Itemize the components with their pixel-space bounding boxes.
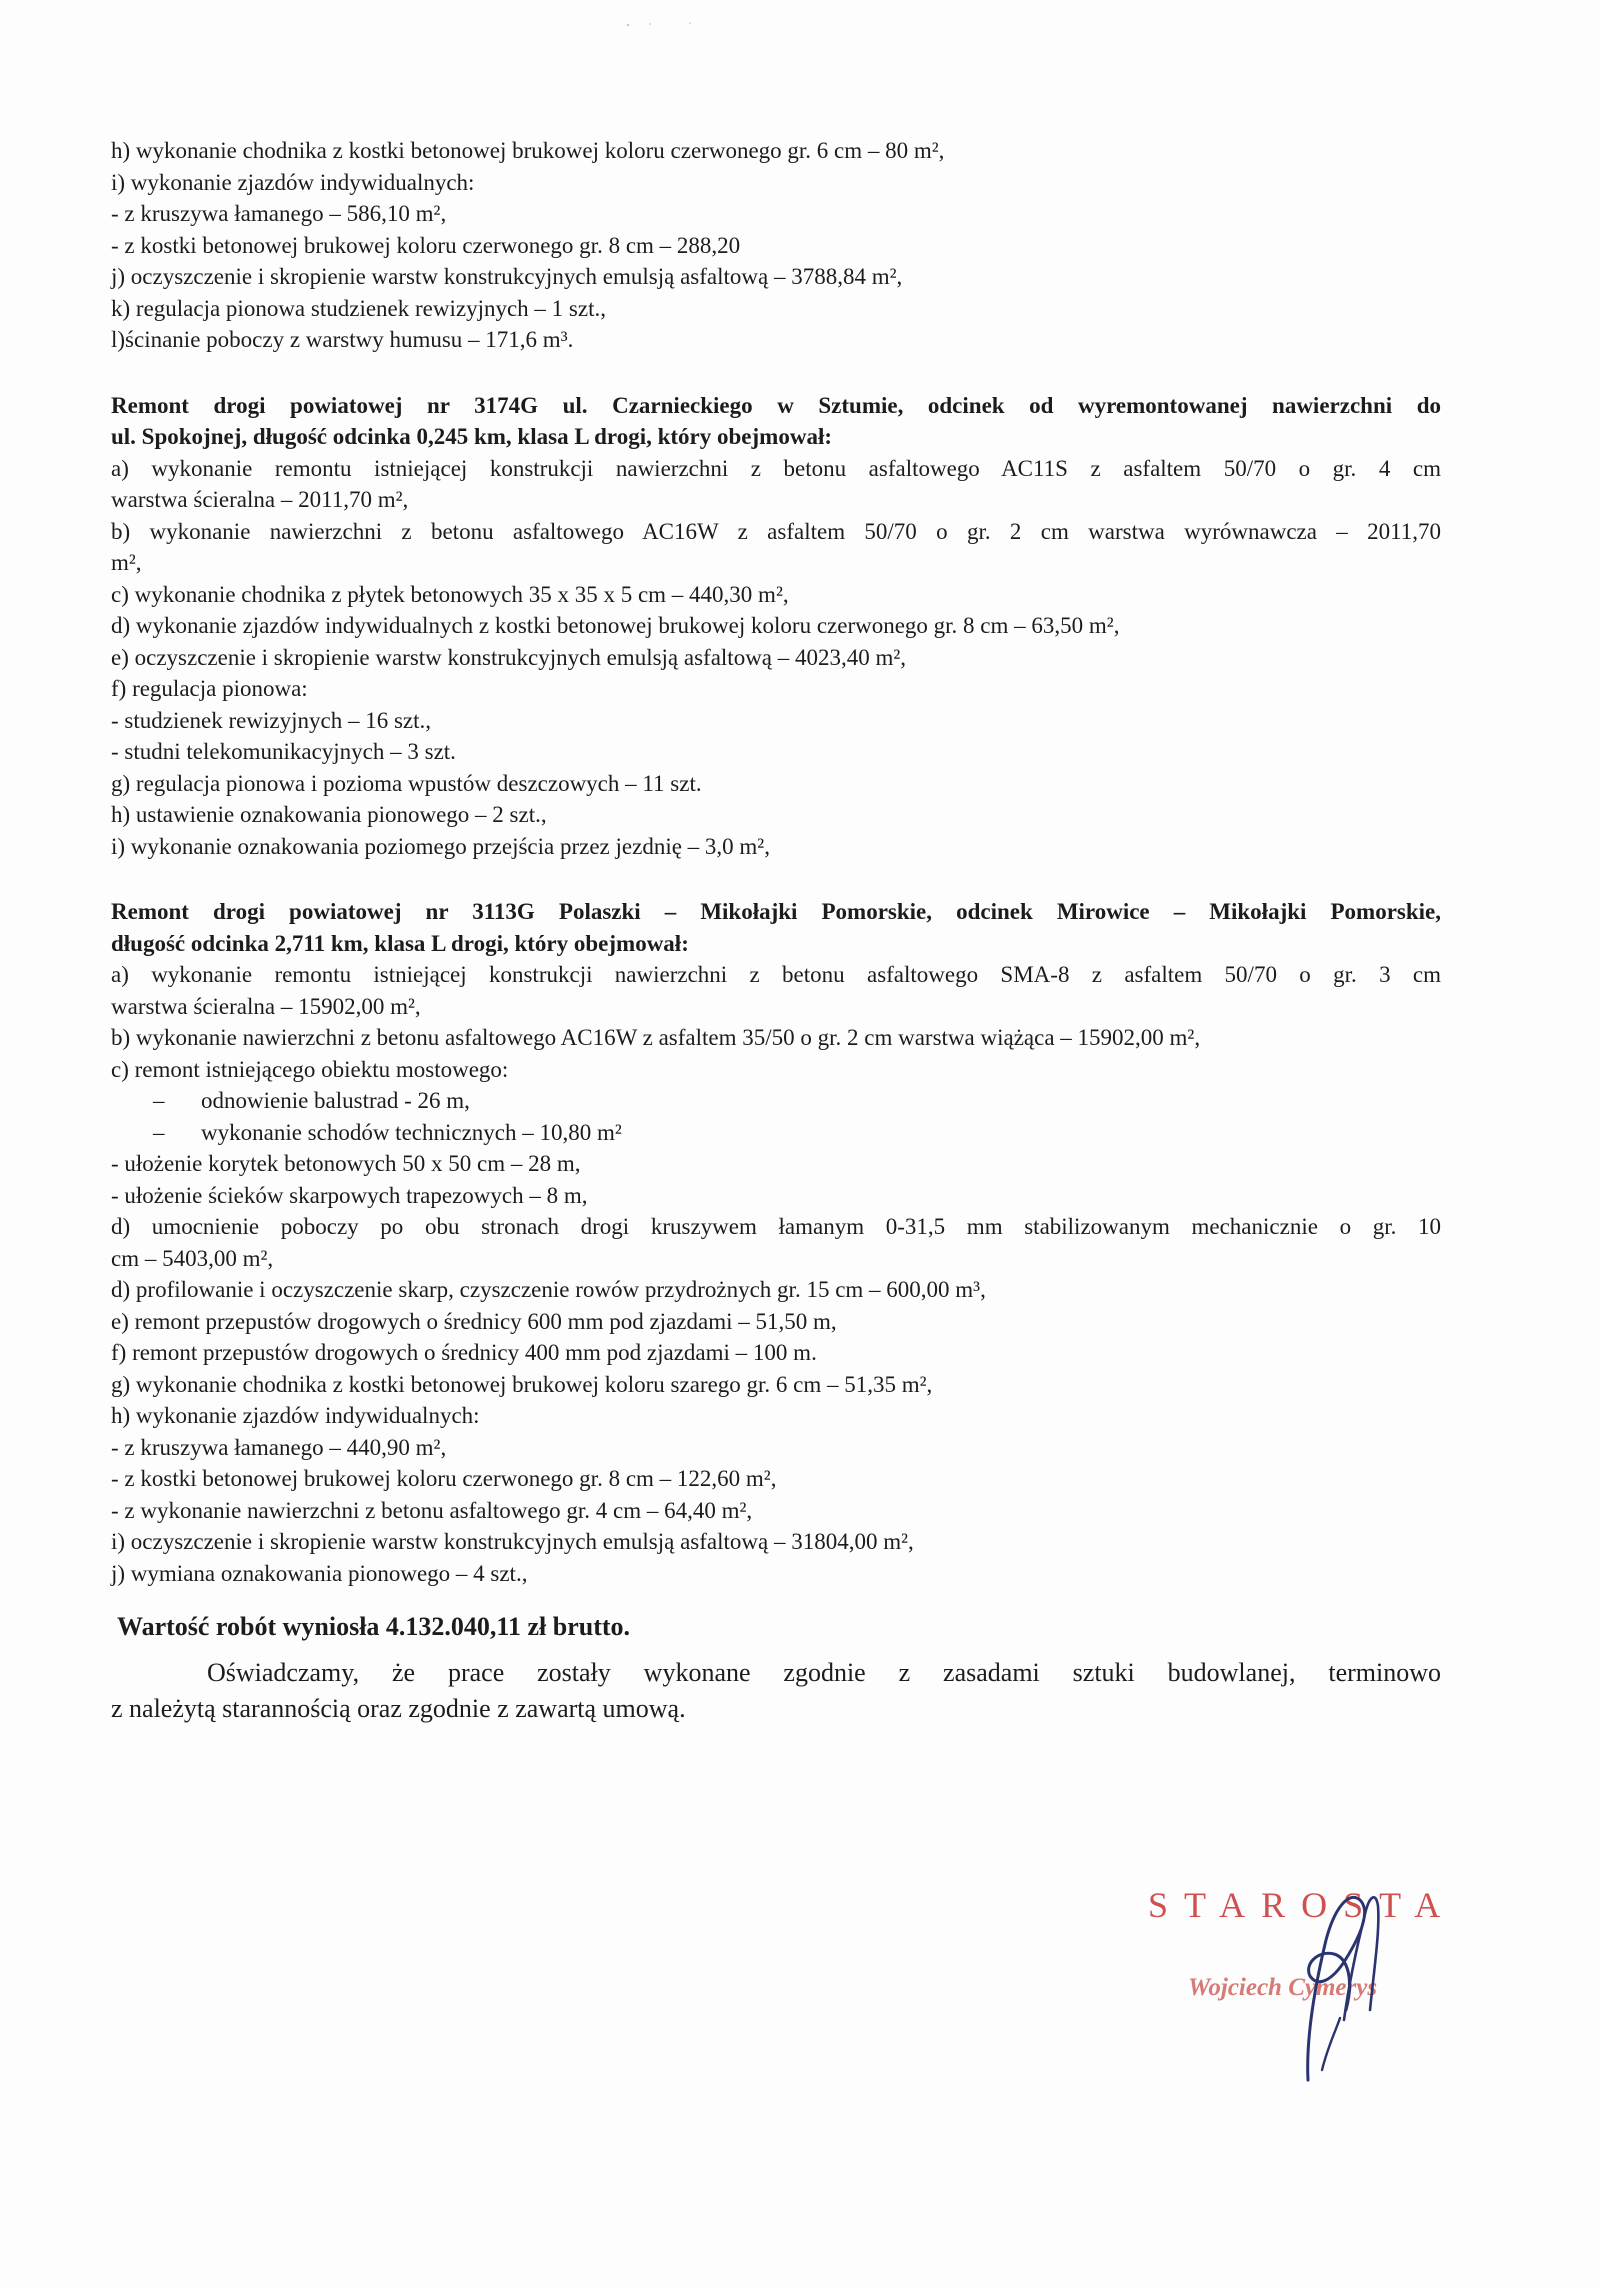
works-item: k) regulacja pionowa studzienek rewizyjnych – 1 szt.,: [111, 295, 606, 321]
works-item: d) wykonanie zjazdów indywidualnych z kostki betonowej brukowej koloru czerwonego gr. 8 cm – 63,50 m²,: [111, 613, 1120, 638]
bridge-works-item: [111, 1117, 1441, 1149]
works-item: h) ustawienie oznakowania pionowego – 2 szt.,: [111, 802, 547, 827]
road-3113g-works-list-a: [111, 959, 1441, 1085]
works-item: - z kruszywa łamanego – 440,90 m²,: [111, 1434, 447, 1460]
works-item: i) wykonanie zjazdów indywidualnych:: [111, 169, 475, 195]
works-list-continued: [111, 135, 1441, 356]
works-item: - z kostki betonowej brukowej koloru czerwonego gr. 8 cm – 122,60 m²,: [111, 1466, 777, 1491]
section-heading-line: ul. Spokojnej, długość odcinka 0,245 km, klasa L drogi, który obejmował:: [111, 424, 832, 449]
works-item: g) regulacja pionowa i pozioma wpustów deszczowych – 11 szt.: [111, 770, 702, 796]
works-item: - z kruszywa łamanego – 586,10 m²,: [111, 201, 447, 226]
works-item: - ułożenie korytek betonowych 50 x 50 cm – 28 m,: [111, 1151, 581, 1176]
works-item: g) wykonanie chodnika z kostki betonowej brukowej koloru szarego gr. 6 cm – 51,35 m²,: [111, 1371, 933, 1397]
works-item: h) wykonanie zjazdów indywidualnych:: [111, 1403, 480, 1428]
list-dash: –: [153, 1119, 165, 1145]
works-item: e) remont przepustów drogowych o średnicy 600 mm pod zjazdami – 51,50 m,: [111, 1308, 837, 1334]
works-item: c) wykonanie chodnika z płytek betonowych 35 x 35 x 5 cm – 440,30 m²,: [111, 581, 789, 607]
section-heading-line: Remont drogi powiatowej nr 3113G Polaszki – Mikołajki Pomorskie, odcinek Mirowice – Mikołajki Pomorskie,: [111, 899, 1441, 924]
bridge-works-list: [111, 1085, 1441, 1148]
total-value: Wartość robót wyniosła 4.132.040,11 zł brutto.: [117, 1612, 631, 1641]
works-item: i) oczyszczenie i skropienie warstw konstrukcyjnych emulsją asfaltową – 31804,00 m²,: [111, 1529, 914, 1554]
works-item: m²,: [111, 550, 142, 575]
works-item: - studzienek rewizyjnych – 16 szt.,: [111, 707, 431, 733]
declaration-line-2: z należytą starannością oraz zgodnie z zawartą umową.: [111, 1693, 686, 1723]
works-item: e) oczyszczenie i skropienie warstw konstrukcyjnych emulsją asfaltową – 4023,40 m²,: [111, 644, 907, 670]
bridge-works-text: odnowienie balustrad - 26 m,: [201, 1088, 470, 1113]
stamp-name: Wojciech Cymerys: [1188, 1974, 1378, 2001]
road-3113g-works-list-b: [111, 1148, 1441, 1589]
works-item: l)ścinanie poboczy z warstwy humusu – 171,6 m³.: [111, 327, 574, 352]
bridge-works-text: wykonanie schodów technicznych – 10,80 m²: [201, 1119, 622, 1145]
section-heading-line: długość odcinka 2,711 km, klasa L drogi, który obejmował:: [111, 930, 689, 956]
works-item: i) wykonanie oznakowania poziomego przejścia przez jezdnię – 3,0 m²,: [111, 833, 770, 859]
works-item: cm – 5403,00 m²,: [111, 1245, 274, 1271]
works-item: j) oczyszczenie i skropienie warstw konstrukcyjnych emulsją asfaltową – 3788,84 m²,: [111, 264, 903, 289]
works-item: warstwa ścieralna – 2011,70 m²,: [111, 487, 409, 512]
works-item: d) profilowanie i oczyszczenie skarp, czyszczenie rowów przydrożnych gr. 15 cm – 600,00 m³,: [111, 1277, 986, 1302]
road-3174g-works-list: [111, 453, 1441, 863]
starosta-stamp: [1138, 1870, 1458, 2090]
works-item: - z kostki betonowej brukowej koloru czerwonego gr. 8 cm – 288,20: [111, 232, 741, 258]
section-heading-line: Remont drogi powiatowej nr 3174G ul. Czarnieckiego w Sztumie, odcinek od wyremontowanej nawierzchni do: [111, 392, 1441, 418]
stamp-title: STAROSTA: [1148, 1885, 1457, 1925]
declaration-line-1: Oświadczamy, że prace zostały wykonane zgodnie z zasadami sztuki budowlanej, terminowo: [207, 1657, 1441, 1687]
works-item: j) wymiana oznakowania pionowego – 4 szt.,: [111, 1560, 528, 1586]
bridge-works-item: [111, 1085, 1441, 1117]
handwritten-signature-icon: [1248, 1870, 1408, 2090]
list-dash: –: [153, 1088, 165, 1113]
works-item: f) remont przepustów drogowych o średnicy 400 mm pod zjazdami – 100 m.: [111, 1340, 817, 1365]
road-3113g-heading: [111, 896, 1441, 959]
works-item: a) wykonanie remontu istniejącej konstrukcji nawierzchni z betonu asfaltowego SMA-8 z asfaltem 50/70 o gr. 3 cm: [111, 962, 1441, 987]
works-item: - studni telekomunikacyjnych – 3 szt.: [111, 739, 456, 764]
works-item: d) umocnienie poboczy po obu stronach drogi kruszywem łamanym 0-31,5 mm stabilizowanym mechanicznie o gr. 10: [111, 1214, 1441, 1239]
works-item: h) wykonanie chodnika z kostki betonowej brukowej koloru czerwonego gr. 6 cm – 80 m²,: [111, 138, 945, 163]
works-item: - z wykonanie nawierzchni z betonu asfaltowego gr. 4 cm – 64,40 m²,: [111, 1497, 753, 1523]
works-item: f) regulacja pionowa:: [111, 676, 308, 701]
declaration: [111, 1655, 1441, 1727]
works-item: - ułożenie ścieków skarpowych trapezowych – 8 m,: [111, 1182, 588, 1208]
scan-artifact-icon: [620, 18, 700, 32]
works-item: b) wykonanie nawierzchni z betonu asfaltowego AC16W z asfaltem 50/70 o gr. 2 cm warstwa wyrównawcza – 2011,70: [111, 518, 1441, 544]
works-item: c) remont istniejącego obiektu mostowego:: [111, 1056, 509, 1082]
document-body: [111, 135, 1441, 1727]
works-item: a) wykonanie remontu istniejącej konstrukcji nawierzchni z betonu asfaltowego AC11S z asfaltem 50/70 o gr. 4 cm: [111, 455, 1441, 481]
works-item: warstwa ścieralna – 15902,00 m²,: [111, 993, 421, 1019]
road-3174g-heading: [111, 390, 1441, 453]
works-item: b) wykonanie nawierzchni z betonu asfaltowego AC16W z asfaltem 35/50 o gr. 2 cm warstwa wiążąca – 15902,00 m²,: [111, 1025, 1201, 1050]
